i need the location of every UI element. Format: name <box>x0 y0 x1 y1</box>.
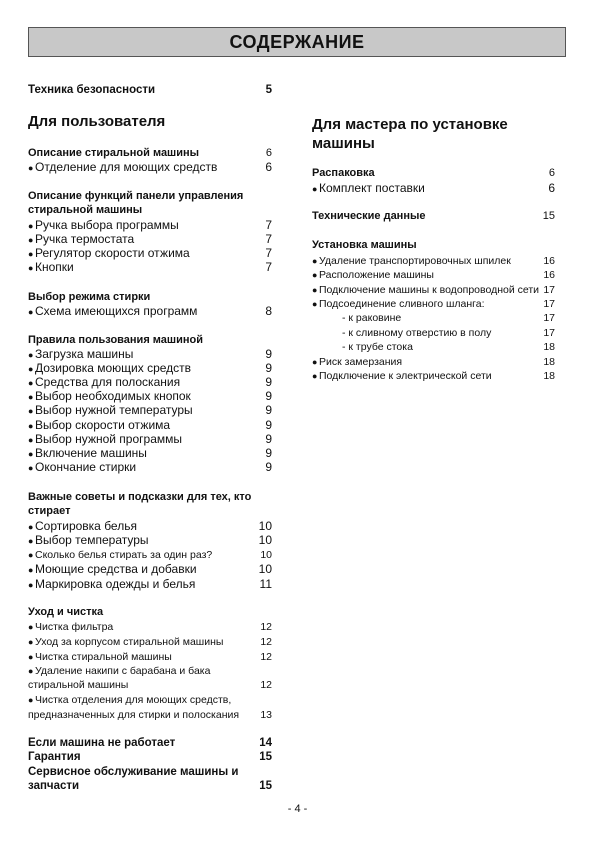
toc-item: ● Чистка стиральной машины 12 <box>28 651 272 663</box>
bullet-icon: ● <box>28 221 34 231</box>
toc-item: ● Выбор температуры 10 <box>28 533 272 547</box>
bullet-icon: ● <box>28 406 34 416</box>
toc-entry-not-working: Если машина не работает 14 <box>28 737 272 749</box>
toc-item: ● Моющие средства и добавки 10 <box>28 562 272 576</box>
toc-item-compartment-line2: предназначенных для стирки и полоскания 13 <box>28 709 272 721</box>
toc-item: ● Уход за корпусом стиральной машины 12 <box>28 636 272 648</box>
bullet-icon: ● <box>28 163 34 173</box>
toc-item-compartment-line1: ● Чистка отделения для моющих средств, <box>28 694 232 706</box>
bullet-icon: ● <box>28 449 34 459</box>
toc-heading-panel-line1: Описание функций панели управления <box>28 190 244 202</box>
bullet-icon: ● <box>28 350 34 360</box>
toc-item: ● Схема имеющихся программ 8 <box>28 304 272 318</box>
toc-entry-safety: Техника безопасности 5 <box>28 84 272 96</box>
bullet-icon: ● <box>28 580 34 590</box>
section-title-installer-line2: машины <box>312 135 375 152</box>
toc-heading-unpacking: Распаковка 6 <box>312 167 555 179</box>
toc-entry-service-line2: запчасти 15 <box>28 780 272 792</box>
bullet-icon: ● <box>312 357 318 367</box>
bullet-icon: ● <box>312 184 318 194</box>
toc-item: ● Удаление транспортировочных шпилек 16 <box>312 255 555 267</box>
bullet-icon: ● <box>28 550 34 560</box>
toc-item: ● Окончание стирки 9 <box>28 460 272 474</box>
bullet-icon: ● <box>28 463 34 473</box>
toc-heading-care: Уход и чистка <box>28 606 104 618</box>
toc-item: ● Выбор скорости отжима 9 <box>28 418 272 432</box>
toc-item: ● Отделение для моющих средств 6 <box>28 160 272 174</box>
bullet-icon: ● <box>28 565 34 575</box>
toc-item-descale-line2: стиральной машины 12 <box>28 679 272 691</box>
toc-item: ● Подключение к электрической сети 18 <box>312 370 555 382</box>
toc-item: ● Ручка выбора программы 7 <box>28 218 272 232</box>
toc-item: ● Маркировка одежды и белья 11 <box>28 577 272 591</box>
toc-item: ● Чистка фильтра 12 <box>28 621 272 633</box>
toc-heading-mode: Выбор режима стирки <box>28 291 151 303</box>
page-number: - 4 - <box>287 803 308 815</box>
toc-sub-item: - к трубе стока 18 <box>342 341 555 353</box>
contents-title: СОДЕРЖАНИЕ <box>229 31 365 52</box>
toc-heading-install: Установка машины <box>312 239 417 251</box>
toc-entry-warranty: Гарантия 15 <box>28 751 272 763</box>
toc-entry-service-line1: Сервисное обслуживание машины и <box>28 766 239 778</box>
bullet-icon: ● <box>312 270 318 280</box>
toc-heading-rules: Правила пользования машиной <box>28 334 203 346</box>
bullet-icon: ● <box>28 666 34 676</box>
toc-sub-item: - к раковине 17 <box>342 312 555 324</box>
bullet-icon: ● <box>28 263 34 273</box>
bullet-icon: ● <box>312 285 318 295</box>
toc-item: ● Выбор нужной температуры 9 <box>28 403 272 417</box>
toc-heading-specs: Технические данные 15 <box>312 210 555 222</box>
toc-item: ● Включение машины 9 <box>28 446 272 460</box>
toc-item: ● Подсоединение сливного шланга: 17 <box>312 298 555 310</box>
toc-item-descale-line1: ● Удаление накипи с барабана и бака <box>28 665 211 677</box>
bullet-icon: ● <box>28 435 34 445</box>
bullet-icon: ● <box>28 695 34 705</box>
bullet-icon: ● <box>28 307 34 317</box>
bullet-icon: ● <box>312 371 318 381</box>
toc-item: ● Выбор необходимых кнопок 9 <box>28 389 272 403</box>
bullet-icon: ● <box>28 522 34 532</box>
bullet-icon: ● <box>312 256 318 266</box>
toc-item: ● Комплект поставки 6 <box>312 181 555 195</box>
bullet-icon: ● <box>28 421 34 431</box>
toc-item: ● Регулятор скорости отжима 7 <box>28 246 272 260</box>
bullet-icon: ● <box>28 622 34 632</box>
section-title-user: Для пользователя <box>28 113 166 130</box>
contents-title-bar <box>28 27 566 57</box>
toc-item: ● Загрузка машины 9 <box>28 347 272 361</box>
toc-item: ● Риск замерзания 18 <box>312 356 555 368</box>
bullet-icon: ● <box>28 378 34 388</box>
toc-item: ● Сортировка белья 10 <box>28 519 272 533</box>
toc-heading-tips-line2: стирает <box>28 505 71 517</box>
section-title-installer-line1: Для мастера по установке <box>312 116 508 133</box>
bullet-icon: ● <box>28 637 34 647</box>
toc-item: ● Сколько белья стирать за один раз? 10 <box>28 549 272 561</box>
bullet-icon: ● <box>28 364 34 374</box>
toc-item: ● Кнопки 7 <box>28 260 272 274</box>
bullet-icon: ● <box>28 392 34 402</box>
toc-item: ● Подключение машины к водопроводной сети 17 <box>312 284 555 296</box>
bullet-icon: ● <box>28 249 34 259</box>
toc-heading-tips-line1: Важные советы и подсказки для тех, кто <box>28 491 252 503</box>
toc-heading-panel-line2: стиральной машины <box>28 204 143 216</box>
toc-item: ● Дозировка моющих средств 9 <box>28 361 272 375</box>
bullet-icon: ● <box>312 299 318 309</box>
toc-item: ● Средства для полоскания 9 <box>28 375 272 389</box>
bullet-icon: ● <box>28 536 34 546</box>
toc-item: ● Ручка термостата 7 <box>28 232 272 246</box>
bullet-icon: ● <box>28 235 34 245</box>
toc-item: ● Расположение машины 16 <box>312 269 555 281</box>
toc-heading-description: Описание стиральной машины 6 <box>28 147 272 159</box>
bullet-icon: ● <box>28 652 34 662</box>
toc-item: ● Выбор нужной программы 9 <box>28 432 272 446</box>
toc-sub-item: - к сливному отверстию в полу 17 <box>342 327 555 339</box>
